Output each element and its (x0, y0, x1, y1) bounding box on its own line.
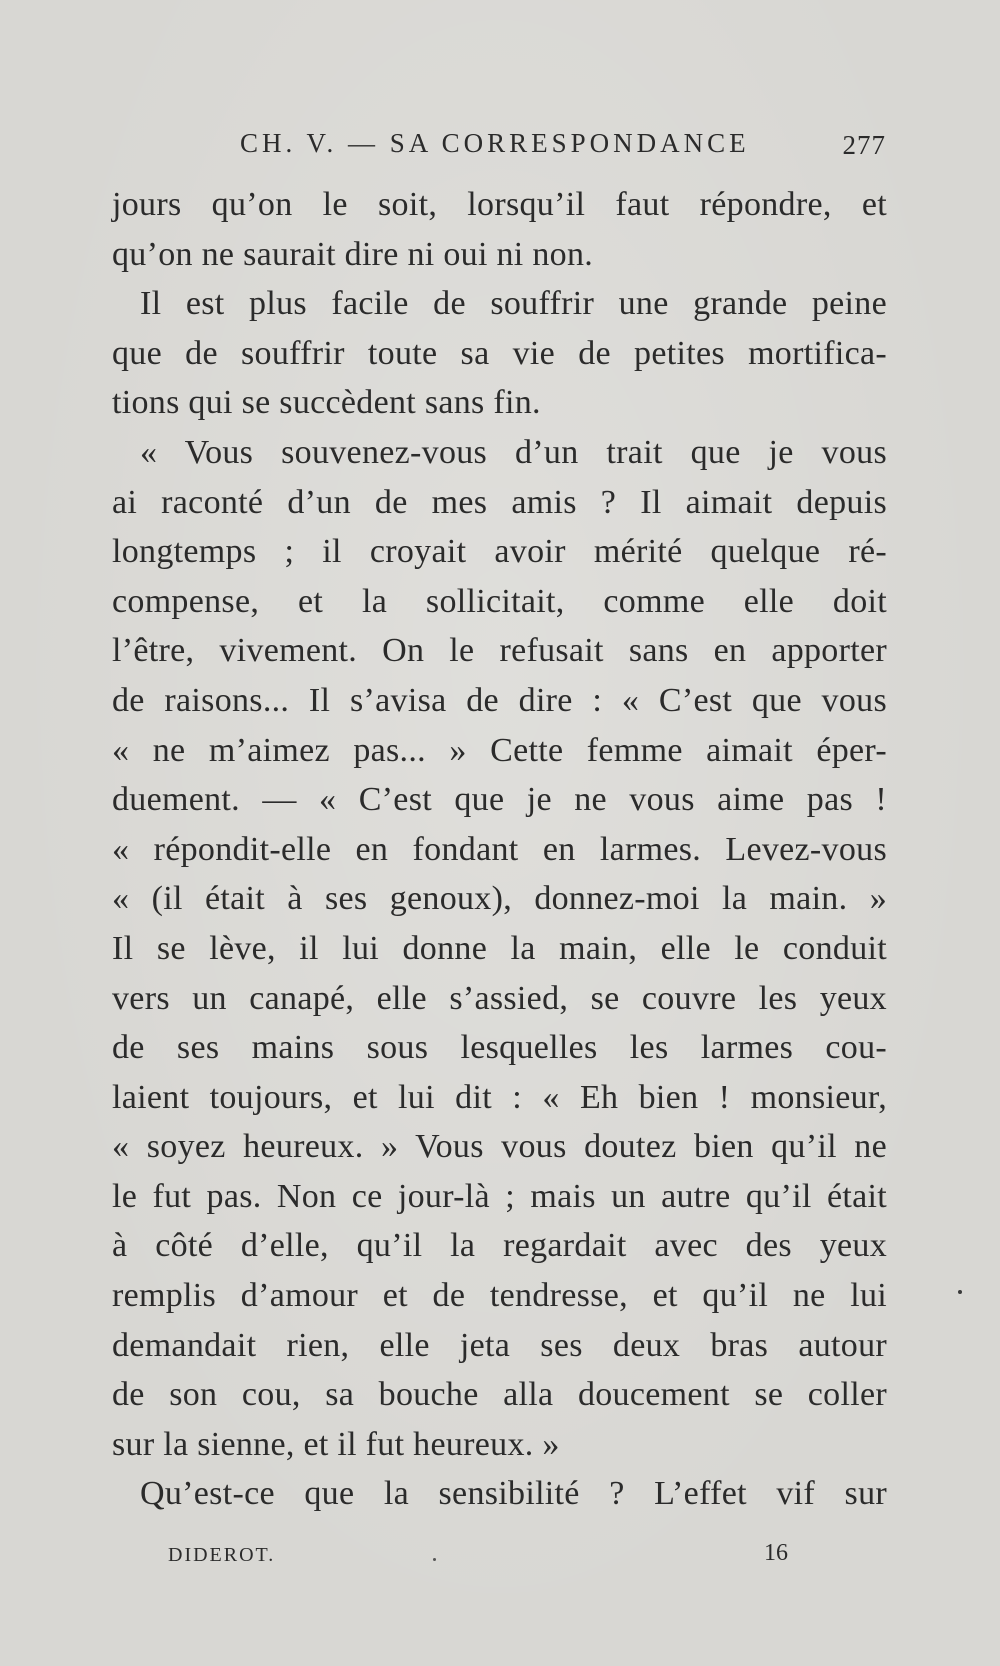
text-line: « Vous souvenez-vous d’un trait que je vous (140, 433, 887, 471)
text-line: ai raconté d’un de mes amis ? Il aimait depuis (112, 483, 887, 521)
text-line: « ne m’aimez pas... » Cette femme aimait éper- (112, 731, 887, 769)
page-footer (168, 1540, 788, 1574)
text-line: « (il était à ses genoux), donnez-moi la main. » (112, 880, 887, 918)
ink-dot (433, 1558, 436, 1561)
text-line: « répondit-elle en fondant en larmes. Levez-vous (112, 830, 887, 868)
page-number: 277 (842, 130, 886, 160)
text-line: compense, et la sollicitait, comme elle doit (112, 582, 887, 620)
text-line: duement. — « C’est que je ne vous aime pas ! (112, 781, 887, 819)
text-line: que de souffrir toute sa vie de petites mortifica- (112, 334, 887, 372)
text-line: longtemps ; il croyait avoir mérité quelque ré- (112, 533, 887, 571)
chapter-title: CH. V. — SA CORRESPONDANCE (240, 128, 750, 158)
running-head (240, 128, 890, 168)
text-line: « soyez heureux. » Vous vous doutez bien qu’il ne (112, 1128, 887, 1166)
text-line: tions qui se succèdent sans fin. (112, 384, 541, 422)
text-line: qu’on ne saurait dire ni oui ni non. (112, 235, 594, 273)
text-line: demandait rien, elle jeta ses deux bras autour (112, 1326, 887, 1364)
text-line: sur la sienne, et il fut heureux. » (112, 1425, 560, 1463)
text-line: de ses mains sous lesquelles les larmes cou- (112, 1029, 887, 1067)
text-line: l’être, vivement. On le refusait sans en apporter (112, 632, 887, 670)
text-line: vers un canapé, elle s’assied, se couvre les yeux (112, 979, 887, 1017)
text-line: à côté d’elle, qu’il la regardait avec des yeux (112, 1227, 887, 1265)
text-line: laient toujours, et lui dit : « Eh bien ! monsieur, (112, 1078, 887, 1116)
text-line: le fut pas. Non ce jour-là ; mais un autre qu’il était (112, 1177, 887, 1215)
signature-mark: DIDEROT. (168, 1544, 276, 1566)
body-text (112, 180, 887, 1519)
text-line: Qu’est-ce que la sensibilité ? L’effet vif sur (140, 1475, 887, 1513)
text-line: de raisons... Il s’avisa de dire : « C’est que vous (112, 681, 887, 719)
text-line: remplis d’amour et de tendresse, et qu’il ne lui (112, 1277, 887, 1315)
paper-speck (958, 1290, 962, 1294)
text-line: Il se lève, il lui donne la main, elle le conduit (112, 929, 887, 967)
text-line: Il est plus facile de souffrir une grande peine (140, 285, 887, 323)
text-line: jours qu’on le soit, lorsqu’il faut répondre, et (112, 186, 887, 223)
sheet-number: 16 (764, 1540, 788, 1566)
text-line: de son cou, sa bouche alla doucement se coller (112, 1376, 887, 1414)
